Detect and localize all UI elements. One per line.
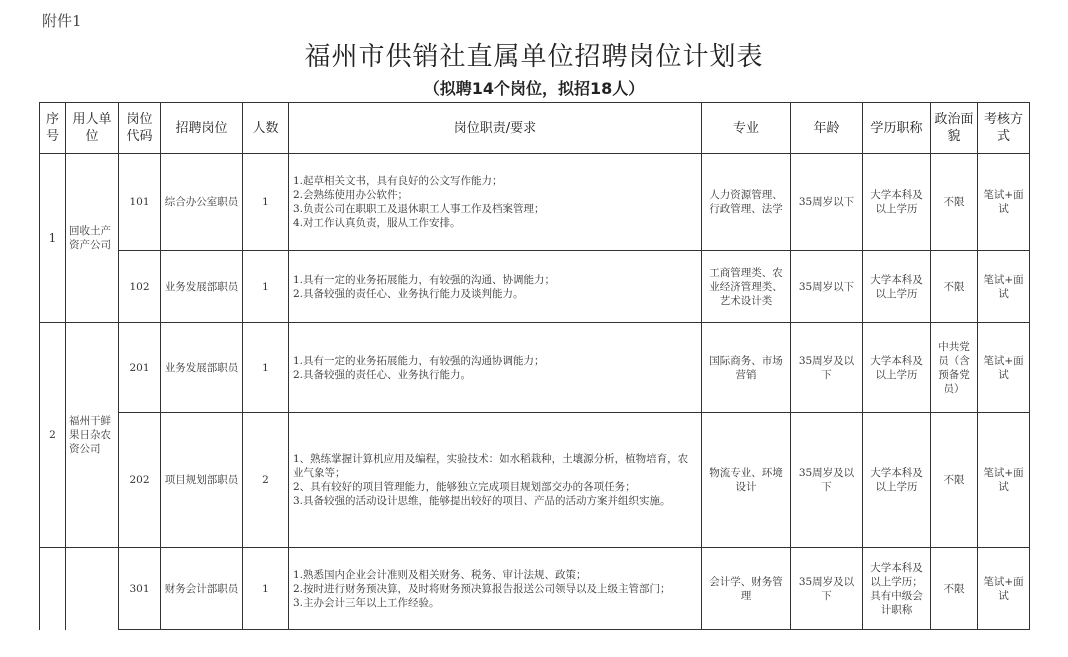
header-unit: 用人单位 [66, 103, 119, 154]
attachment-label: 附件1 [42, 12, 82, 30]
code-cell: 202 [119, 413, 161, 548]
duty-line: 1、熟练掌握计算机应用及编程，实验技术：如水稻栽种，土壤源分析，植物培育，农业气象等； [293, 453, 689, 479]
count-cell: 1 [243, 323, 289, 413]
exam-cell: 笔试+面试 [978, 251, 1030, 323]
duty-line: 1.熟悉国内企业会计准则及相关财务、税务、审计法规、政策； [293, 568, 587, 581]
duty-line: 2.具备较强的责任心、业务执行能力及谈判能力。 [293, 287, 524, 300]
major-cell: 物流专业、环境设计 [702, 413, 791, 548]
politics-cell: 不限 [931, 251, 978, 323]
table-row [40, 154, 1030, 251]
code-cell: 102 [119, 251, 161, 323]
count-cell: 2 [243, 413, 289, 548]
count-cell: 1 [243, 548, 289, 630]
major-cell: 国际商务、市场营销 [702, 323, 791, 413]
header-duties: 岗位职责/要求 [289, 103, 702, 154]
education-cell: 大学本科及以上学历；具有中级会计职称 [863, 548, 931, 630]
header-post: 招聘岗位 [161, 103, 243, 154]
politics-cell: 不限 [931, 548, 978, 630]
duties-cell [289, 413, 702, 548]
duty-line: 1.起草相关文书，具有良好的公文写作能力； [293, 175, 503, 187]
page-subtitle: （拟聘14个岗位，拟招18人） [423, 79, 645, 98]
exam-cell: 笔试+面试 [978, 323, 1030, 413]
exam-cell: 笔试+面试 [978, 413, 1030, 548]
major-cell: 会计学、财务管理 [702, 548, 791, 630]
duties-cell [289, 154, 702, 251]
age-cell: 35周岁及以下 [791, 413, 863, 548]
education-cell: 大学本科及以上学历 [863, 251, 931, 323]
header-age: 年龄 [791, 103, 863, 154]
age-cell: 35周岁及以下 [791, 548, 863, 630]
seq-cell [40, 548, 66, 630]
header-count: 人数 [243, 103, 289, 154]
table-row [40, 548, 1030, 630]
duties-cell [289, 251, 702, 323]
major-cell: 人力资源管理、行政管理、法学 [702, 154, 791, 251]
table-row [40, 251, 1030, 323]
duty-line: 2、具有较好的项目管理能力，能够独立完成项目规划部交办的各项任务； [293, 481, 636, 493]
education-cell: 大学本科及以上学历 [863, 154, 931, 251]
politics-cell: 不限 [931, 154, 978, 251]
page-title: 福州市供销社直属单位招聘岗位计划表 [304, 42, 764, 72]
duty-line: 4.对工作认真负责，服从工作安排。 [293, 217, 461, 229]
header-exam: 考核方式 [978, 103, 1030, 154]
exam-cell: 笔试+面试 [978, 154, 1030, 251]
post-cell: 财务会计部职员 [161, 548, 243, 630]
duty-line: 2.具备较强的责任心、业务执行能力。 [293, 368, 472, 381]
unit-cell [66, 548, 119, 630]
header-politics: 政治面貌 [931, 103, 978, 154]
politics-cell: 不限 [931, 413, 978, 548]
code-cell: 301 [119, 548, 161, 630]
post-cell: 项目规划部职员 [161, 413, 243, 548]
duty-line: 2.会熟练使用办公软件； [293, 189, 409, 201]
unit-cell: 回收土产资产公司 [66, 154, 119, 323]
header-seq: 序号 [40, 103, 66, 154]
post-cell: 综合办公室职员 [161, 154, 243, 251]
post-cell: 业务发展部职员 [161, 251, 243, 323]
exam-cell: 笔试+面试 [978, 548, 1030, 630]
age-cell: 35周岁及以下 [791, 323, 863, 413]
politics-cell: 中共党员（含预备党员） [931, 323, 978, 413]
education-cell: 大学本科及以上学历 [863, 323, 931, 413]
count-cell: 1 [243, 251, 289, 323]
header-education: 学历职称 [863, 103, 931, 154]
seq-cell: 1 [40, 154, 66, 323]
table-row [40, 413, 1030, 548]
unit-cell: 福州干鲜果日杂农资公司 [66, 323, 119, 548]
header-code: 岗位代码 [119, 103, 161, 154]
major-cell: 工商管理类、农业经济管理类、艺术设计类 [702, 251, 791, 323]
header-major: 专业 [702, 103, 791, 154]
post-cell: 业务发展部职员 [161, 323, 243, 413]
duties-cell [289, 323, 702, 413]
duty-line: 3.具备较强的活动设计思维，能够提出较好的项目、产品的活动方案并组织实施。 [293, 495, 671, 507]
table-header-row [40, 103, 1030, 154]
duties-cell [289, 548, 702, 630]
duty-line: 2.按时进行财务预决算，及时将财务预决算报告报送公司领导以及上级主管部门； [293, 582, 671, 595]
age-cell: 35周岁以下 [791, 251, 863, 323]
code-cell: 201 [119, 323, 161, 413]
recruitment-plan-table [39, 102, 1030, 630]
age-cell: 35周岁以下 [791, 154, 863, 251]
duty-line: 3.主办会计三年以上工作经验。 [293, 596, 440, 609]
duty-line: 1.具有一定的业务拓展能力，有较强的沟通、协调能力； [293, 273, 556, 286]
count-cell: 1 [243, 154, 289, 251]
duty-line: 1.具有一定的业务拓展能力，有较强的沟通协调能力； [293, 354, 545, 367]
table-row [40, 323, 1030, 413]
code-cell: 101 [119, 154, 161, 251]
seq-cell: 2 [40, 323, 66, 548]
duty-line: 3.负责公司在职职工及退休职工人事工作及档案管理； [293, 203, 545, 215]
education-cell: 大学本科及以上学历 [863, 413, 931, 548]
